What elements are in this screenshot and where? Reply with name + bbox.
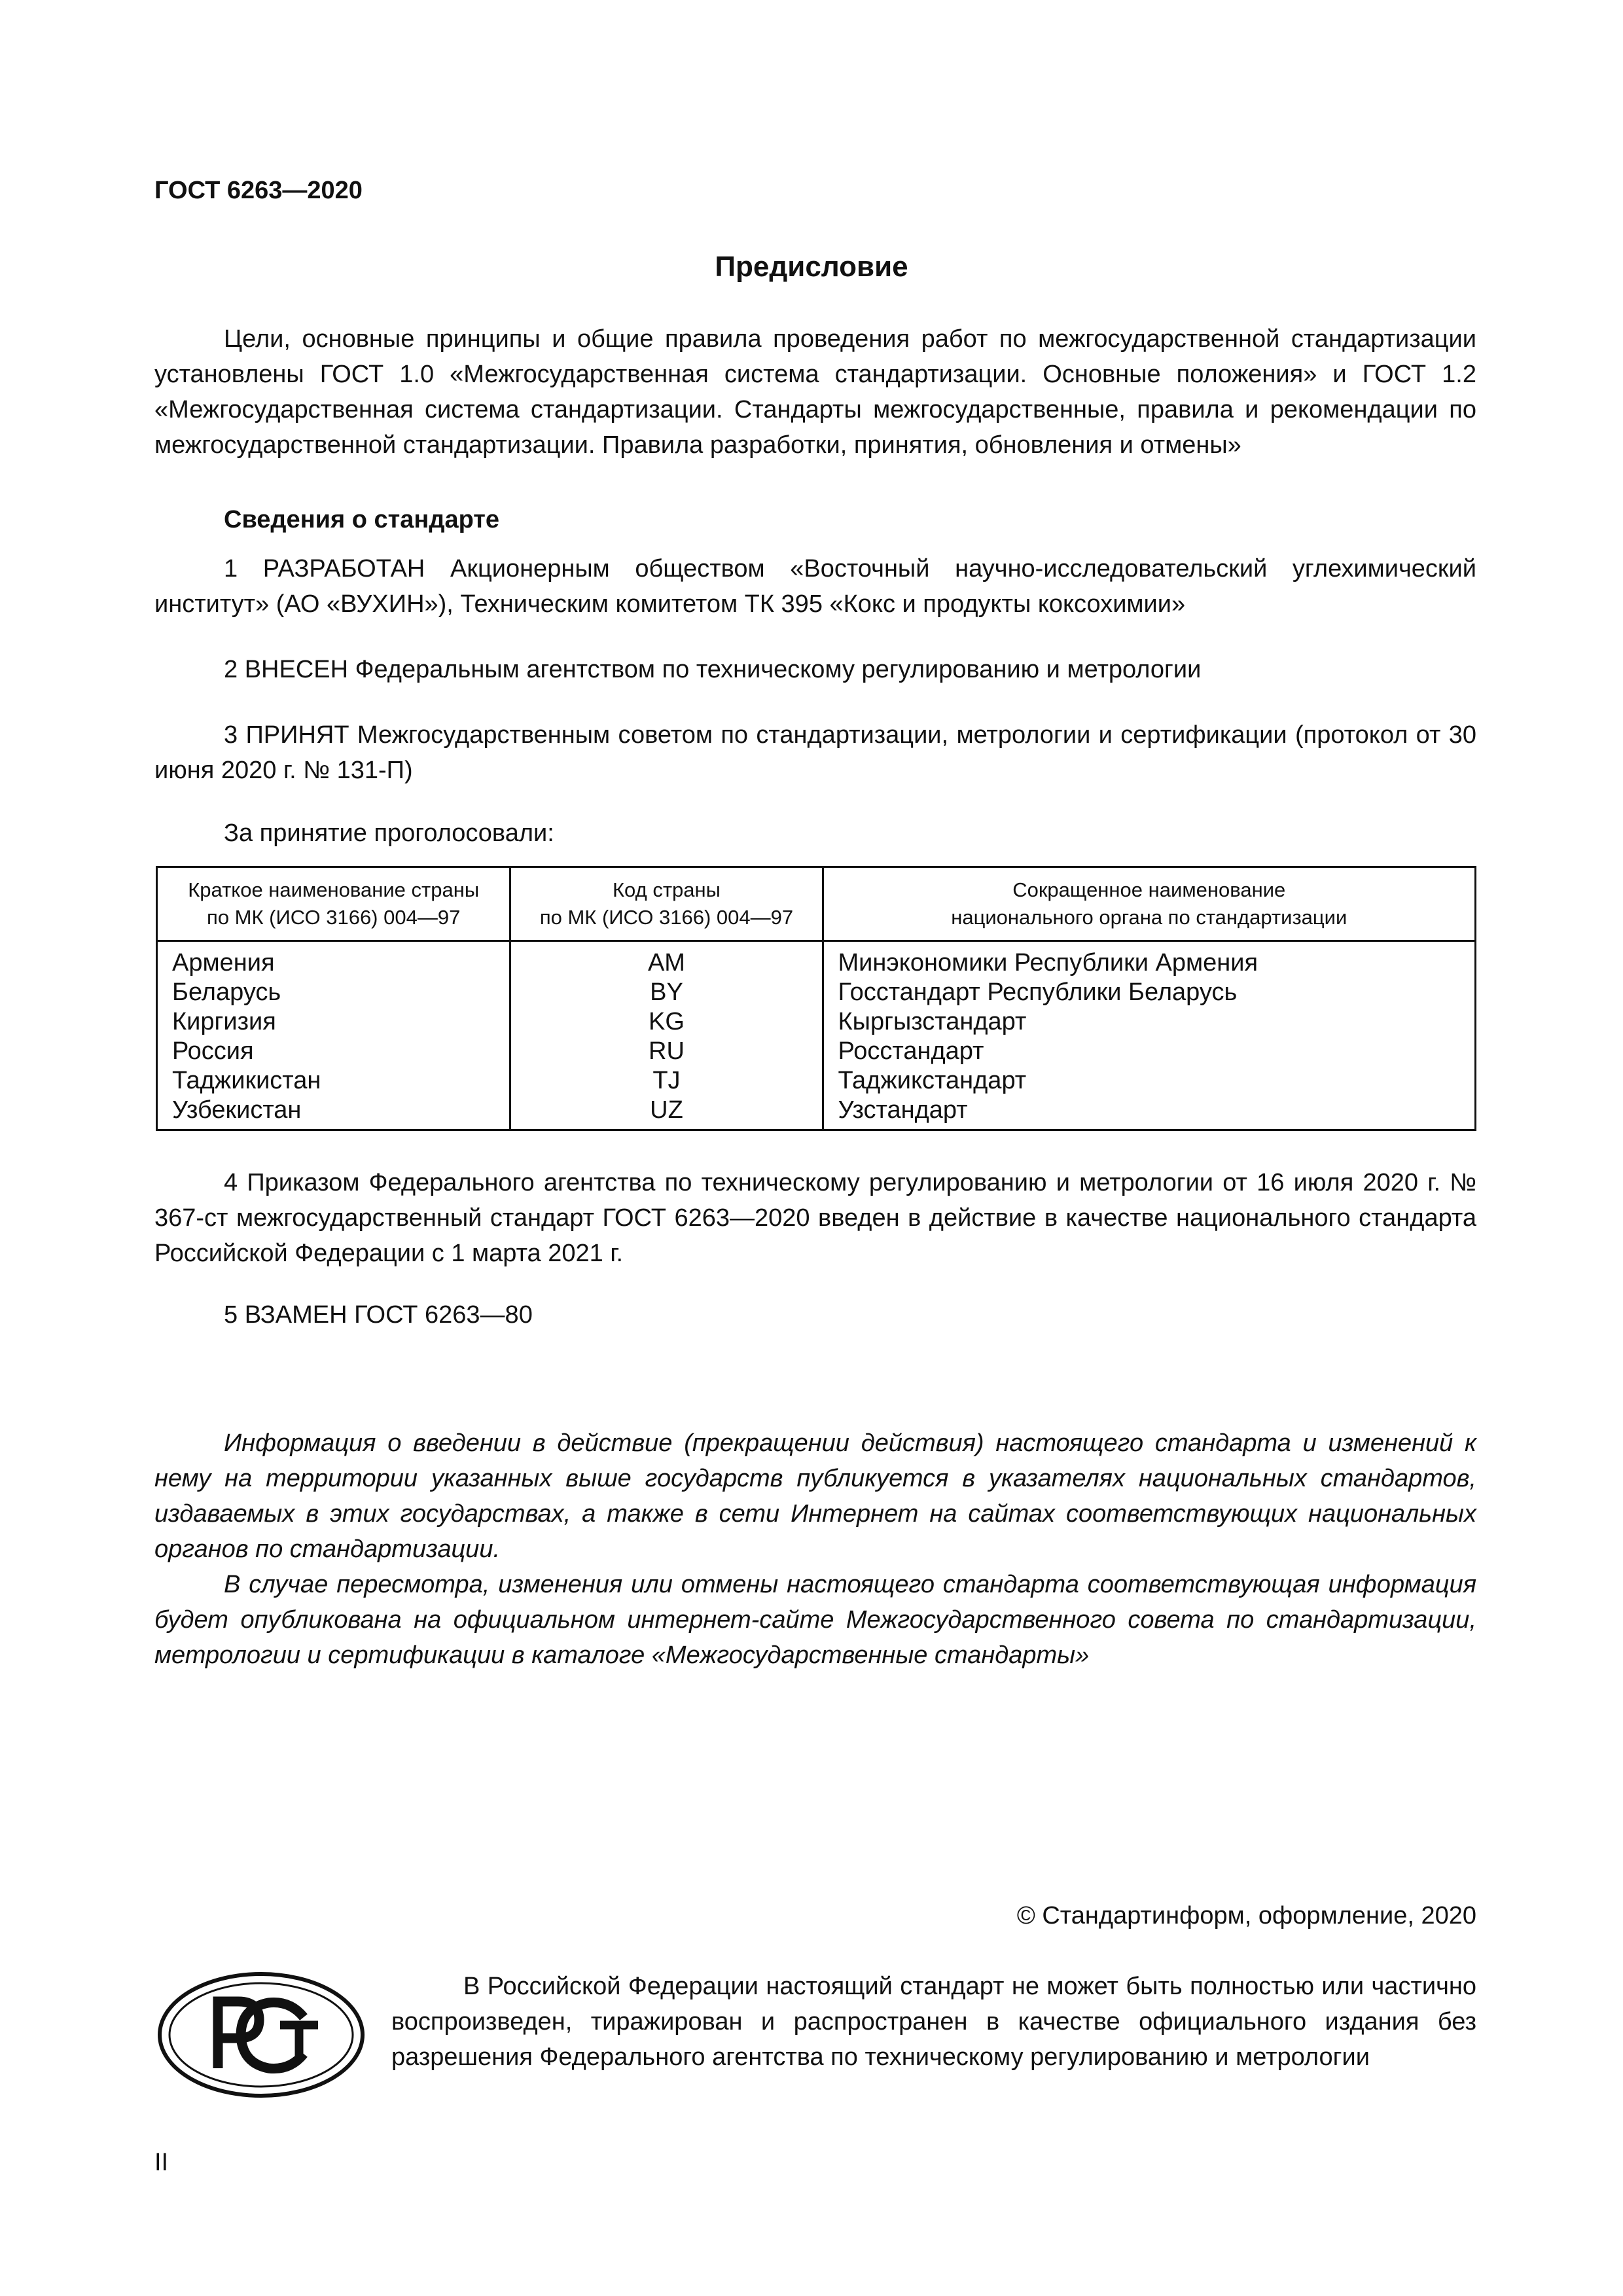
cell-country: Беларусь (157, 978, 510, 1007)
table-row (157, 941, 1476, 978)
header-national-body: Сокращенное наименование национального органа по стандартизации (823, 867, 1475, 941)
rst-logo-icon (156, 1970, 366, 2103)
item-enacted (154, 1165, 1476, 1271)
reproduction-notice (391, 1969, 1476, 2075)
cell-code: BY (510, 978, 823, 1007)
cell-body: Кыргызстандарт (823, 1007, 1475, 1037)
votes-intro: За принятие проголосовали: (224, 819, 554, 847)
cell-body: Госстандарт Республики Беларусь (823, 978, 1475, 1007)
cell-code: TJ (510, 1066, 823, 1096)
header-country-name: Краткое наименование страны по МК (ИСО 3166) 004—97 (157, 867, 510, 941)
cell-code: KG (510, 1007, 823, 1037)
cell-country: Таджикистан (157, 1066, 510, 1096)
cell-country: Россия (157, 1037, 510, 1066)
cell-code: UZ (510, 1096, 823, 1130)
table-row (157, 978, 1476, 1007)
cell-code: AM (510, 941, 823, 978)
page-number: II (154, 2149, 169, 2176)
info-note-revision-text: В случае пересмотра, изменения или отмены настоящего стандарта соответствующая информация будет опубликована на официальном интернет-сайте Межгосударственного совета по стандартизации, метрологии и сертификации в каталоге «Межгосударственные стандарты» (154, 1571, 1476, 1669)
item-developed (154, 551, 1476, 622)
table-header-row (157, 867, 1476, 941)
page-title: Предисловие (715, 251, 908, 283)
cell-body: Таджикстандарт (823, 1066, 1475, 1096)
cell-country: Киргизия (157, 1007, 510, 1037)
intro-text: Цели, основные принципы и общие правила проведения работ по межгосударственной стандартизации установлены ГОСТ 1.0 «Межгосударственная система стандартизации. Основные положения» и ГОСТ 1.2 «Межгосударственная система стандартизации. Стандарты межгосударственные, правила и рекомендации по межгосударственной стандартизации. Правила разработки, принятия, обновления и отмены» (154, 325, 1476, 459)
intro-paragraph (154, 321, 1476, 463)
info-notes-block (154, 1426, 1476, 1673)
item-submitted (154, 652, 1476, 687)
item-developed-text: 1 РАЗРАБОТАН Акционерным обществом «Восточный научно-исследовательский углехимический институт» (АО «ВУХИН»), Техническим комитетом ТК 395 «Кокс и продукты коксохимии» (154, 555, 1476, 618)
item-enacted-text: 4 Приказом Федерального агентства по техническому регулированию и метрологии от 16 июля 2020 г. № 367-ст межгосударственный стандарт ГОСТ 6263—2020 введен в действие в качестве национального стандарта Российской Федерации с 1 марта 2021 г. (154, 1169, 1476, 1267)
item-adopted (154, 717, 1476, 788)
cell-country: Армения (157, 941, 510, 978)
item-replaces-text: 5 ВЗАМЕН ГОСТ 6263—80 (224, 1301, 533, 1329)
table-row (157, 1007, 1476, 1037)
cell-country: Узбекистан (157, 1096, 510, 1130)
item-submitted-text: 2 ВНЕСЕН Федеральным агентством по техническому регулированию и метрологии (224, 656, 1202, 683)
info-note-revision (154, 1567, 1476, 1673)
info-note-publication (154, 1426, 1476, 1567)
table-row (157, 1037, 1476, 1066)
copyright-line: © Стандартинформ, оформление, 2020 (1016, 1902, 1476, 1929)
voting-countries-table (156, 866, 1476, 1131)
item-replaces (154, 1297, 1476, 1333)
cell-body: Узстандарт (823, 1096, 1475, 1130)
cell-code: RU (510, 1037, 823, 1066)
cell-body: Минэкономики Республики Армения (823, 941, 1475, 978)
reproduction-notice-text: В Российской Федерации настоящий стандарт не может быть полностью или частично воспроизведен, тиражирован и распространен в качестве официального издания без разрешения Федерального агентства по техническому регулированию и метрологии (391, 1973, 1476, 2071)
table-row (157, 1096, 1476, 1130)
info-note-publication-text: Информация о введении в действие (прекращении действия) настоящего стандарта и изменений к нему на территории указанных выше государств публикуется в указателях национальных стандартов, издаваемых в этих государствах, а также в сети Интернет на сайтах соответствующих национальных органов по стандартизации. (154, 1429, 1476, 1563)
header-country-code: Код страны по МК (ИСО 3166) 004—97 (510, 867, 823, 941)
document-header: ГОСТ 6263—2020 (154, 177, 363, 204)
cell-body: Росстандарт (823, 1037, 1475, 1066)
item-adopted-text: 3 ПРИНЯТ Межгосударственным советом по стандартизации, метрологии и сертификации (протокол от 30 июня 2020 г. № 131-П) (154, 721, 1476, 784)
standard-info-heading: Сведения о стандарте (224, 506, 500, 533)
table-row (157, 1066, 1476, 1096)
